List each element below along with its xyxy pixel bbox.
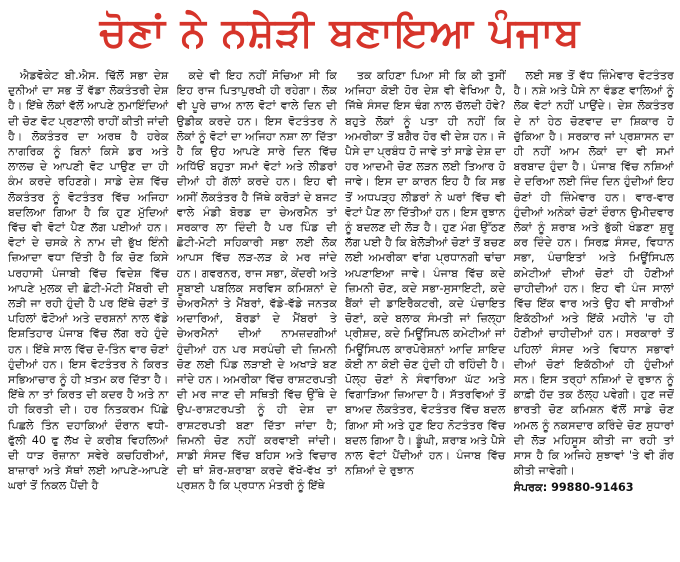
column-1-text: ਐਡਵੋਕੇਟ ਬੀ.ਐਸ. ਢਿੱਲੋਂ ਸਭਾ ਦੇਸ਼ ਦੁਨੀਆਂ ਦਾ ਸਭ ਤੋਂ ਵੱਡਾ ਲੋਕਤੰਤਰੀ ਦੇਸ਼ ਹੈ। ਇੱਥੇ ਲੋਕਾਂ ਵੱਲੋਂ ਆਪਣੇ ਨੁਮਾਇੰਦਿਆਂ ਦੀ ਚੋਣ ਵੋਟ ਪ੍ਰਣਾਲੀ ਰਾਹੀਂ ਕੀਤੀ ਜਾਂਦੀ ਹੈ। ਲੋਕਤੰਤਰ ਦਾ ਅਰਥ ਹੈ ਹਰੇਕ ਨਾਗਰਿਕ ਨੂੰ ਬਿਨਾਂ ਕਿਸੇ ਡਰ ਅਤੇ ਲਾਲਚ ਦੇ ਆਪਣੀ ਵੋਟ ਪਾਉਣ ਦਾ ਹੀ ਕੰਮ ਕਰਦੇ ਰਹਿਣਗੇ। ਸਾਡੇ ਦੇਸ਼ ਵਿੱਚ ਲੋਕਤੰਤਰ ਨੂੰ ਵੋਟਤੰਤਰ ਵਿੱਚ ਅਜਿਹਾ ਬਦਲਿਆ ਗਿਆ ਹੈ ਕਿ ਹੁਣ ਮੁੱਦਿਆਂ ਵਿੱਚ ਵੀ ਵੋਟਾਂ ਪੈਣ ਲੱਗ ਪਈਆਂ ਹਨ। ਵੋਟਾਂ ਦੇ ਚਸਕੇ ਨੇ ਨਾਮ ਦੀ ਭੁੱਖ ਇੰਨੀ ਜ਼ਿਆਦਾ ਵਧਾ ਦਿੱਤੀ ਹੈ ਕਿ ਚੋਣ ਕਿਸੇ ਪਰਹਾਸੀ ਪੰਜਾਬੀ ਵਿੱਚ ਵਿਦੇਸ਼ ਵਿੱਚ ਆਪਣੇ ਮੁਲਕ ਦੀ ਛੋਟੀ-ਮੋਟੀ ਮੈਂਬਰੀ ਦੀ ਲੜੀ ਜਾ ਰਹੀ ਹੁੰਦੀ ਹੈ ਪਰ ਇੱਥੇ ਚੋਣਾਂ ਤੋਂ ਪਹਿਲਾਂ ਫੋਟੋਆਂ ਅਤੇ ਦਰਸ਼ਨਾਂ ਨਾਲ ਵੱਡੇ ਇਸ਼ਤਿਹਾਰ ਪੰਜਾਬ ਵਿੱਚ ਲੱਗ ਰਹੇ ਹੁੰਦੇ ਹਨ। ਇੱਥੇ ਸਾਲ ਵਿੱਚ ਦੋ-ਤਿੰਨ ਵਾਰ ਚੋਣਾਂ ਹੁੰਦੀਆਂ ਹਨ। ਇਸ ਵੋਟਤੰਤਰ ਨੇ ਕਿਰਤ ਸਭਿਆਚਾਰ ਨੂੰ ਹੀ ਖ਼ਤਮ ਕਰ ਦਿੱਤਾ ਹੈ। ਇੱਥੇ ਨਾ ਤਾਂ ਕਿਰਤ ਦੀ ਕਦਰ ਹੈ ਅਤੇ ਨਾ ਹੀ ਕਿਰਤੀ ਦੀ। ਹਰ ਨਿਤਕਰਮ ਪਿੱਛੇ ਪਿਛਲੇ ਤਿੰਨ ਦਹਾਕਿਆਂ ਦੌਰਾਨ ਵਧੀ-ਫੁੱਲੀ 40 ਫੁ ਲੱਖ ਦੇ ਕਰੀਬ ਵਿਹਲਿਆਂ ਦੀ ਧਾੜ ਰੋਜ਼ਾਨਾ ਸਵੇਰੇ ਕਚਹਿਰੀਆਂ, ਬਾਜ਼ਾਰਾਂ ਅਤੇ ਸੱਥਾਂ ਲਈ ਆਪਣੇ-ਆਪਣੇ ਘਰਾਂ ਤੋਂ ਨਿਕਲ ਪੈਂਦੀ ਹੈ: [8, 69, 169, 493]
column-3: [345, 68, 506, 558]
column-2-text: ਕਦੇ ਵੀ ਇਹ ਨਹੀਂ ਸੋਚਿਆ ਸੀ ਕਿ ਇਹ ਰਾਜ ਪਿਤਾਪੁਰਖੀ ਹੀ ਰਹੇਗਾ। ਲੋਕ ਵੀ ਪੂਰੇ ਚਾਅ ਨਾਲ ਵੋਟਾਂ ਵਾਲੇ ਦਿਨ ਦੀ ਉਡੀਕ ਕਰਦੇ ਹਨ। ਇਸ ਵੋਟਤੰਤਰ ਨੇ ਲੋਕਾਂ ਨੂੰ ਵੋਟਾਂ ਦਾ ਅਜਿਹਾ ਨਸ਼ਾ ਲਾ ਦਿੱਤਾ ਹੈ ਕਿ ਉਹ ਆਪਣੇ ਸਾਰੇ ਦਿਨ ਵਿੱਚ ਅਧਿੱਓਂ ਬਹੁਤਾ ਸਮਾਂ ਵੋਟਾਂ ਅਤੇ ਲੀਡਰਾਂ ਦੀਆਂ ਹੀ ਗੱਲਾਂ ਕਰਦੇ ਹਨ। ਇਹ ਵੀ ਅਸੀਂ ਲੋਕਤੰਤਰ ਹੈ ਜਿੱਥੇ ਕਰੋੜਾਂ ਦੇ ਬਜਟ ਵਾਲੇ ਮੰਡੀ ਬੋਰਡ ਦਾ ਚੇਅਰਮੈਨ ਤਾਂ ਸਰਕਾਰ ਲਾ ਦਿੰਦੀ ਹੈ ਪਰ ਪਿੰਡ ਦੀ ਛੋਟੀ-ਮੋਟੀ ਸਹਿਕਾਰੀ ਸਭਾ ਲਈ ਲੋਕ ਆਪਸ ਵਿੱਚ ਲੜ-ਲੜ ਕੇ ਮਰ ਜਾਂਦੇ ਹਨ। ਗਵਰਨਰ, ਰਾਜ ਸਭਾ, ਕੇਂਦਰੀ ਅਤੇ ਸੂਬਾਈ ਪਬਲਿਕ ਸਰਵਿਸ ਕਮਿਸ਼ਨਾਂ ਦੇ ਚੇਅਰਮੈਨਾਂ ਤੇ ਮੈਂਬਰਾਂ, ਵੱਡੇ-ਵੱਡੇ ਜਨਤਕ ਅਦਾਰਿਆਂ, ਬੋਰਡਾਂ ਦੇ ਮੈਂਬਰਾਂ ਤੇ ਚੇਅਰਮੈਨਾਂ ਦੀਆਂ ਨਾਮਜ਼ਦਗੀਆਂ ਹੁੰਦੀਆਂ ਹਨ ਪਰ ਸਰਪੰਚੀ ਦੀ ਜ਼ਿਮਨੀ ਚੋਣ ਲਈ ਪਿੰਡ ਲੜਾਈ ਦੇ ਅਖਾੜੇ ਬਣ ਜਾਂਦੇ ਹਨ। ਅਮਰੀਕਾ ਵਿੱਚ ਰਾਸ਼ਟਰਪਤੀ ਦੀ ਮਰ ਜਾਣ ਦੀ ਸਥਿਤੀ ਵਿੱਚ ਉੱਥੇ ਦੇ ਉਪ-ਰਾਸ਼ਟਰਪਤੀ ਨੂੰ ਹੀ ਦੇਸ਼ ਦਾ ਰਾਸ਼ਟਰਪਤੀ ਬਣਾ ਦਿੱਤਾ ਜਾਂਦਾ ਹੈ; ਜ਼ਿਮਨੀ ਚੋਣ ਨਹੀਂ ਕਰਵਾਈ ਜਾਂਦੀ। ਸਾਡੀ ਸੰਸਦ ਵਿੱਚ ਬਹਿਸ ਅਤੇ ਵਿਚਾਰ ਦੀ ਥਾਂ ਸ਼ੋਰ-ਸ਼ਰਾਬਾ ਕਰਦੇ ਵੱਖੋ-ਵੱਖ ਤਾਂ ਪ੍ਰਸ਼ਨ ਹੈ ਕਿ ਪ੍ਰਧਾਨ ਮੰਤਰੀ ਨੂੰ ਇੱਥੇ: [176, 69, 337, 493]
column-4-text: ਲਈ ਸਭ ਤੋਂ ਵੱਧ ਜ਼ਿੰਮੇਵਾਰ ਵੋਟਤੰਤਰ ਹੈ। ਨਸ਼ੇ ਅਤੇ ਪੈਸੇ ਨਾ ਵੰਡਣ ਵਾਲਿਆਂ ਨੂੰ ਲੋਕ ਵੋਟਾਂ ਨਹੀਂ ਪਾਉਂਦੇ। ਦੇਸ਼ ਲੋਕਤੰਤਰ ਦੇ ਨਾਂ ਹੇਠ ਚੋਣਵਾਦ ਦਾ ਸ਼ਿਕਾਰ ਹੋ ਚੁੱਕਿਆ ਹੈ। ਸਰਕਾਰ ਜਾਂ ਪ੍ਰਸ਼ਾਸਨ ਦਾ ਹੀ ਨਹੀਂ ਆਮ ਲੋਕਾਂ ਦਾ ਵੀ ਸਮਾਂ ਬਰਬਾਦ ਹੁੰਦਾ ਹੈ। ਪੰਜਾਬ ਵਿੱਚ ਨਸ਼ਿਆਂ ਦੇ ਦਰਿਆ ਲਈ ਜਿੰਦ ਦਿਨ ਹੁੰਦੀਆਂ ਇਹ ਚੋਣਾਂ ਹੀ ਜ਼ਿੰਮੇਵਾਰ ਹਨ। ਵਾਰ-ਵਾਰ ਹੁੰਦੀਆਂ ਅਨੇਕਾਂ ਚੋਣਾਂ ਦੌਰਾਨ ਉਮੀਦਵਾਰ ਲੋਕਾਂ ਨੂੰ ਸ਼ਰਾਬ ਅਤੇ ਭੁੱਕੀ ਖੰਡਣਾ ਸ਼ੁਰੂ ਕਰ ਦਿੰਦੇ ਹਨ। ਸਿਰਫ਼ ਸੰਸਦ, ਵਿਧਾਨ ਸਭਾ, ਪੰਚਾਇਤਾਂ ਅਤੇ ਮਿਊਂਸਿਪਲ ਕਮੇਟੀਆਂ ਦੀਆਂ ਚੋਣਾਂ ਹੀ ਹੋਣੀਆਂ ਚਾਹੀਦੀਆਂ ਹਨ। ਇਹ ਵੀ ਪੰਜ ਸਾਲਾਂ ਵਿੱਚ ਇੱਕ ਵਾਰ ਅਤੇ ਉਹ ਵੀ ਸਾਰੀਆਂ ਇਕੱਠੀਆਂ ਅਤੇ ਇੱਕੋ ਮਹੀਨੇ 'ਚ ਹੀ ਹੋਣੀਆਂ ਚਾਹੀਦੀਆਂ ਹਨ। ਸਰਕਾਰਾਂ ਤੋਂ ਪਹਿਲਾਂ ਸੰਸਦ ਅਤੇ ਵਿਧਾਨ ਸਭਾਵਾਂ ਦੀਆਂ ਚੋਣਾਂ ਇਕੱਠੀਆਂ ਹੀ ਹੁੰਦੀਆਂ ਸਨ। ਇਸ ਤਰ੍ਹਾਂ ਨਸ਼ਿਆਂ ਦੇ ਰੁਝਾਨ ਨੂੰ ਕਾਫ਼ੀ ਹੱਦ ਤਕ ਠੱਲ੍ਹ ਪਵੇਗੀ। ਹੁਣ ਜਦੋਂ ਭਾਰਤੀ ਚੋਣ ਕਮਿਸ਼ਨ ਵੱਲੋਂ ਸਾਡੇ ਚੋਣ ਅਮਲ ਨੂੰ ਨਕਸਦਾਰ ਕਰਿੰਦੇ ਚੋਣ ਸੁਧਾਰਾਂ ਦੀ ਲੋੜ ਮਹਿਸੂਸ ਕੀਤੀ ਜਾ ਰਹੀ ਤਾਂ ਸਾਸ ਹੈ ਕਿ ਅਜਿਹੇ ਸੁਝਾਵਾਂ 'ਤੇ ਵੀ ਗੌਰ ਕੀਤੀ ਜਾਵੇਗੀ।: [513, 69, 674, 478]
column-4: [514, 68, 675, 558]
column-2: [177, 68, 338, 558]
contact-line: ਸੰਪਰਕ: 99880-91463: [513, 481, 634, 495]
article-body: [8, 68, 674, 558]
headline: ਚੋਣਾਂ ਨੇ ਨਸ਼ੇੜੀ ਬਣਾਇਆ ਪੰਜਾਬ: [99, 10, 581, 56]
column-3-text: ਤਕ ਕਹਿਣਾ ਪਿਆ ਸੀ ਕਿ ਕੀ ਤੁਸੀਂ ਅਜਿਹਾ ਕੋਈ ਹੋਰ ਦੇਸ਼ ਵੀ ਵੇਖਿਆ ਹੈ, ਜਿੱਥੇ ਸੰਸਦ ਇਸ ਢੰਗ ਨਾਲ ਚੱਲਦੀ ਹੋਵੇ? ਬਹੁਤੇ ਲੋਕਾਂ ਨੂੰ ਪਤਾ ਹੀ ਨਹੀਂ ਕਿ ਅਮਰੀਕਾ ਤੋਂ ਬਗੈਰ ਹੋਰ ਵੀ ਦੇਸ਼ ਹਨ। ਜੋ ਪੈਸੇ ਦਾ ਪ੍ਰਬੰਧ ਹੋ ਜਾਵੇ ਤਾਂ ਸਾਡੇ ਦੇਸ਼ ਦਾ ਹਰ ਆਦਮੀ ਚੋਣ ਲੜਨ ਲਈ ਤਿਆਰ ਹੋ ਜਾਵੇ। ਇਸ ਦਾ ਕਾਰਨ ਇਹ ਹੈ ਕਿ ਸਭ ਤੋਂ ਅਧਪੜ੍ਹ ਲੀਡਰਾਂ ਨੇ ਘਰਾਂ ਵਿੱਚ ਵੀ ਵੋਟਾਂ ਪੈਣ ਲਾ ਦਿੱਤੀਆਂ ਹਨ। ਇਸ ਰੁਝਾਨ ਨੂੰ ਬਦਲਣ ਦੀ ਲੋੜ ਹੈ। ਹੁਣ ਮੰਗ ਉੱਠਣ ਲੱਗ ਪਈ ਹੈ ਕਿ ਬੇਲੋੜੀਆਂ ਚੋਣਾਂ ਤੋਂ ਬਚਣ ਲਈ ਅਮਰੀਕਾ ਵਾਂਗ ਪ੍ਰਧਾਨਗੀ ਢਾਂਚਾ ਅਪਣਾਇਆ ਜਾਵੇ। ਪੰਜਾਬ ਵਿੱਚ ਕਦੇ ਜ਼ਿਮਨੀ ਚੋਣ, ਕਦੇ ਸਭਾ-ਸੁਸਾਇਟੀ, ਕਦੇ ਬੈਂਕਾਂ ਦੀ ਡਾਇਰੈਕਟਰੀ, ਕਦੇ ਪੰਚਾਇਤ ਚੋਣਾਂ, ਕਦੇ ਬਲਾਕ ਸੰਮਤੀ ਜਾਂ ਜ਼ਿਲ੍ਹਾ ਪ੍ਰੀਸ਼ਦ, ਕਦੇ ਮਿਊਂਸਿਪਲ ਕਮੇਟੀਆਂ ਜਾਂ ਮਿਊਂਸਿਪਲ ਕਾਰਪੋਰੇਸ਼ਨਾਂ ਆਦਿ ਸ਼ਾਇਦ ਕੋਈ ਨਾ ਕੋਈ ਚੋਣ ਹੁੰਦੀ ਹੀ ਰਹਿੰਦੀ ਹੈ। ਪੋਲ੍ਹ ਚੋਣਾਂ ਨੇ ਸੰਵਾਰਿਆ ਘੱਟ ਅਤੇ ਵਿਗਾੜਿਆ ਜ਼ਿਆਦਾ ਹੈ। ਸੱਤਰਵਿਆਂ ਤੋਂ ਬਾਅਦ ਲੋਕਤੰਤਰ, ਵੋਟਤੰਤਰ ਵਿੱਚ ਬਦਲ ਗਿਆ ਸੀ ਅਤੇ ਹੁਣ ਇਹ ਨੋਟਤੰਤਰ ਵਿੱਚ ਬਦਲ ਗਿਆ ਹੈ। ਡੂੰਘੀ, ਸ਼ਰਾਬ ਅਤੇ ਪੈਸੇ ਨਾਲ ਵੋਟਾਂ ਪੈਂਦੀਆਂ ਹਨ। ਪੰਜਾਬ ਵਿੱਚ ਨਸ਼ਿਆਂ ਦੇ ਰੁਝਾਨ: [345, 69, 506, 478]
column-1: [8, 68, 169, 558]
